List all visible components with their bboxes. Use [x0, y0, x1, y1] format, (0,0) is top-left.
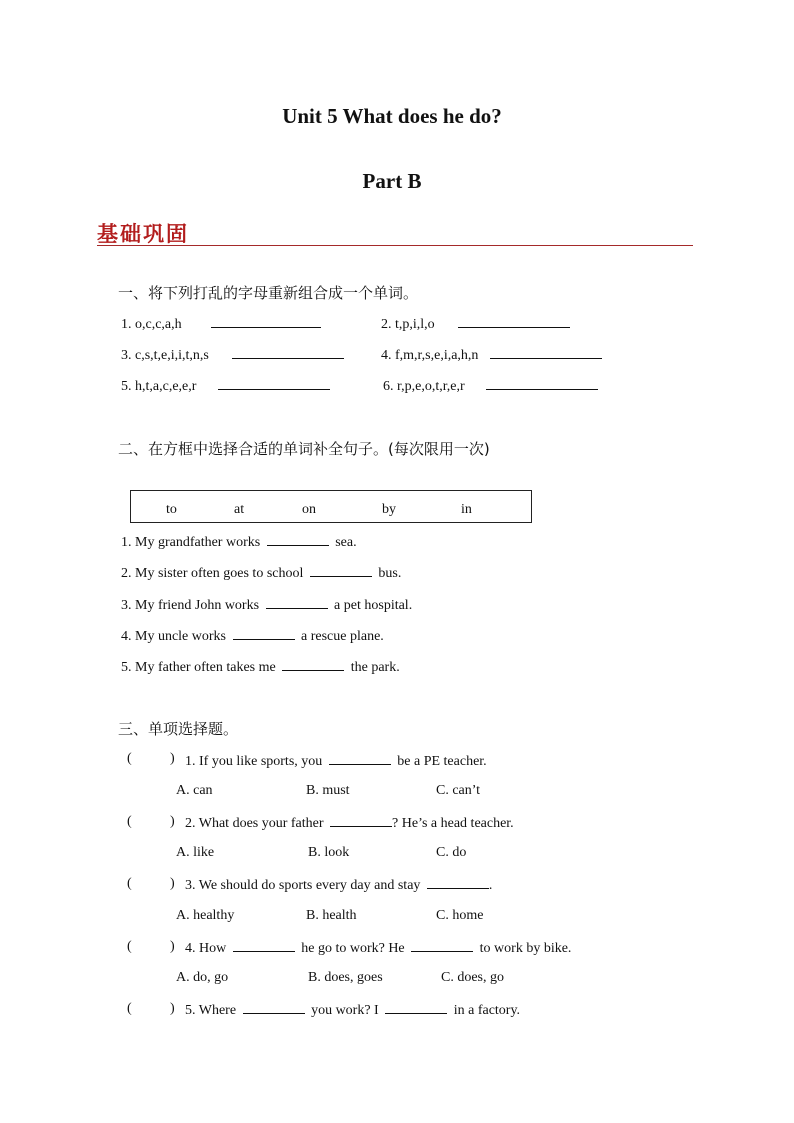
answer-paren-close: ) — [170, 1001, 175, 1016]
word-bank-word: by — [382, 502, 396, 517]
answer-blank[interactable] — [490, 346, 602, 359]
answer-paren-close: ) — [170, 876, 175, 891]
question-text: 3. We should do sports every day and stay — [185, 878, 421, 893]
answer-blank[interactable] — [329, 752, 391, 765]
option-a[interactable]: A. can — [176, 783, 213, 798]
question-text: 5. Where — [185, 1003, 237, 1018]
question-text: . — [488, 878, 493, 893]
answer-paren-close: ) — [170, 814, 175, 829]
option-b[interactable]: B. health — [306, 908, 357, 923]
sentence-start: 3. My friend John works — [121, 598, 260, 613]
answer-paren-open: ( — [127, 939, 132, 954]
answer-blank[interactable] — [411, 939, 473, 952]
word-bank-word: at — [234, 502, 245, 517]
question-text: ? He’s a head teacher. — [392, 816, 514, 831]
mc-question-5 — [185, 1001, 520, 1019]
option-a[interactable]: A. like — [176, 845, 215, 860]
answer-paren-open: ( — [127, 1001, 132, 1016]
part1-item-3 — [121, 346, 344, 364]
item-text: 6. r,p,e,o,t,r,e,r — [383, 379, 465, 394]
item-text: 4. f,m,r,s,e,i,a,h,n — [381, 348, 479, 363]
word-bank-word: in — [461, 502, 472, 517]
answer-blank[interactable] — [310, 564, 372, 577]
question-text: be a PE teacher. — [397, 754, 487, 769]
part2-sentence-2 — [121, 564, 401, 582]
sentence-start: 4. My uncle works — [121, 629, 226, 644]
answer-blank[interactable] — [486, 377, 598, 390]
page-title: Unit 5 What does he do? — [282, 104, 502, 128]
answer-blank[interactable] — [282, 658, 344, 671]
answer-blank[interactable] — [233, 627, 295, 640]
answer-paren-close: ) — [170, 751, 175, 766]
question-text: he go to work? He — [301, 941, 405, 956]
sentence-end: sea. — [335, 535, 357, 550]
part1-heading: 一、将下列打乱的字母重新组合成一个单词。 — [118, 284, 419, 302]
part1-item-4 — [381, 346, 602, 364]
section-heading: 基础巩固 — [97, 222, 189, 246]
question-text: 4. How — [185, 941, 227, 956]
option-b[interactable]: B. does, goes — [308, 970, 383, 985]
sentence-end: bus. — [378, 566, 402, 581]
section-divider — [97, 245, 693, 246]
item-text: 1. o,c,c,a,h — [121, 317, 182, 332]
item-text: 5. h,t,a,c,e,e,r — [121, 379, 197, 394]
part2-sentence-5 — [121, 658, 400, 676]
mc-question-3 — [185, 876, 492, 894]
sentence-end: the park. — [350, 660, 400, 675]
answer-blank[interactable] — [330, 814, 392, 827]
question-text: you work? I — [311, 1003, 379, 1018]
answer-blank[interactable] — [233, 939, 295, 952]
part2-sentence-3 — [121, 596, 412, 614]
word-bank-word: on — [302, 502, 316, 517]
sentence-start: 5. My father often takes me — [121, 660, 276, 675]
part3-heading: 三、单项选择题。 — [118, 720, 239, 738]
mc-question-1 — [185, 752, 487, 770]
question-text: in a factory. — [453, 1003, 521, 1018]
option-c[interactable]: C. can’t — [436, 783, 481, 798]
mc-question-2 — [185, 814, 514, 832]
part1-item-1 — [121, 315, 321, 333]
option-a[interactable]: A. do, go — [176, 970, 229, 985]
word-bank-word: to — [166, 502, 177, 517]
answer-blank[interactable] — [211, 315, 321, 328]
part1-item-5 — [121, 377, 330, 395]
answer-blank[interactable] — [458, 315, 570, 328]
sentence-end: a rescue plane. — [301, 629, 384, 644]
item-text: 2. t,p,i,l,o — [381, 317, 435, 332]
answer-blank[interactable] — [232, 346, 344, 359]
answer-blank[interactable] — [243, 1001, 305, 1014]
part2-sentence-4 — [121, 627, 384, 645]
option-c[interactable]: C. does, go — [441, 970, 504, 985]
answer-blank[interactable] — [267, 533, 329, 546]
answer-blank[interactable] — [427, 876, 489, 889]
part2-heading: 二、在方框中选择合适的单词补全句子。(每次限用一次) — [118, 440, 490, 458]
question-text: 1. If you like sports, you — [185, 754, 323, 769]
answer-paren-open: ( — [127, 876, 132, 891]
mc-question-4 — [185, 939, 571, 957]
answer-blank[interactable] — [266, 596, 328, 609]
sentence-start: 1. My grandfather works — [121, 535, 261, 550]
option-c[interactable]: C. home — [436, 908, 484, 923]
sentence-start: 2. My sister often goes to school — [121, 566, 304, 581]
part1-item-6 — [383, 377, 598, 395]
option-b[interactable]: B. look — [308, 845, 350, 860]
option-b[interactable]: B. must — [306, 783, 350, 798]
answer-paren-open: ( — [127, 814, 132, 829]
answer-blank[interactable] — [218, 377, 330, 390]
part2-sentence-1 — [121, 533, 357, 551]
question-text: to work by bike. — [479, 941, 572, 956]
option-c[interactable]: C. do — [436, 845, 467, 860]
page-subtitle: Part B — [362, 169, 422, 193]
question-text: 2. What does your father — [185, 816, 324, 831]
item-text: 3. c,s,t,e,i,i,t,n,s — [121, 348, 209, 363]
part1-item-2 — [381, 315, 570, 333]
answer-paren-close: ) — [170, 939, 175, 954]
sentence-end: a pet hospital. — [334, 598, 413, 613]
option-a[interactable]: A. healthy — [176, 908, 235, 923]
answer-paren-open: ( — [127, 751, 132, 766]
answer-blank[interactable] — [385, 1001, 447, 1014]
